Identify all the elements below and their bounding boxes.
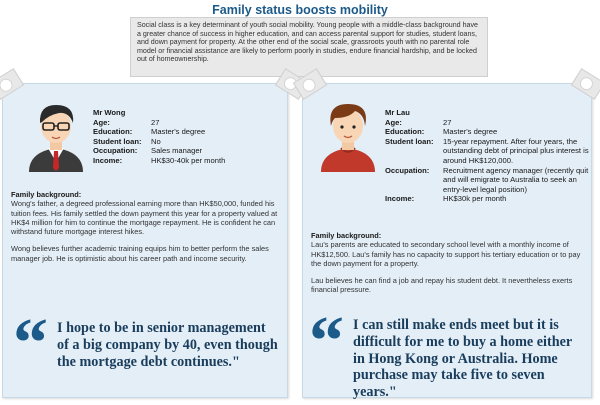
profile-card-lau	[302, 83, 592, 401]
intro-box: Social class is a key determinant of youth social mobility. Young people with a middle-class background have a greater chance of success in higher education, and can access parental support for studies, student loans, and down payment for property. At the other end of the social scale, grassroots youth with no parental role model or financial assistance are likely to perform poorly in studies, endure financial hardship, and be locked out of homeownership.	[130, 17, 488, 77]
bg-paragraph: Wong believes further academic training equips him to better perform the sales manager job. He is optimistic about his career path and income security.	[11, 244, 269, 263]
name-wong: Mr Wong	[93, 108, 126, 117]
profile-card-wong	[2, 83, 288, 398]
bg-paragraph: Wong's father, a degreed professional earning more than HK$50,000, funded his tuition fees. His family settled the down payment this year for a property valued at HK$4 million for him to continue the mortgage repayment. He is confident he can withstand future mortgage interest hikes.	[11, 199, 278, 237]
bg-heading: Family background:	[11, 190, 82, 199]
field-row: Student loan: No	[93, 136, 161, 146]
background-lau	[311, 231, 581, 303]
field-row: Age: 27	[93, 117, 160, 127]
field-row: Income: HK$30k per month	[385, 194, 507, 204]
field-row: Education: Master's degree	[93, 127, 206, 137]
field-row: Education: Master's degree	[385, 127, 498, 137]
quote-mark-icon: “	[309, 303, 344, 380]
info-lau	[385, 108, 589, 204]
field-row: Income: HK$30-40k per month	[93, 155, 226, 165]
avatar-wong-icon	[23, 96, 89, 172]
bg-paragraph: Lau believes he can find a job and repay his student debt. It nevertheless exerts financial pressure.	[311, 276, 573, 295]
field-row: Occupation: Sales manager	[93, 146, 203, 156]
quote-lau: I can still make ends meet but it is difficult for me to buy a home either in Hong Kong or Australia. Home purchase may take five to seven years."	[353, 317, 572, 401]
field-row: Student loan: 15-year repayment. After four years, the outstanding debt of principal plus interest is around HK$120,000.	[385, 136, 589, 165]
name-lau: Mr Lau	[385, 108, 410, 117]
field-row: Age: 27	[385, 117, 452, 127]
info-wong	[93, 108, 283, 166]
background-wong	[11, 190, 281, 271]
page-title: Family status boosts mobility	[212, 3, 388, 17]
avatar-lau-icon	[315, 96, 381, 172]
field-row: Occupation: Recruitment agency manager (recently quit and will emigrate to Australia to seek an entry-level legal position)	[385, 165, 589, 194]
quote-mark-icon: “	[13, 305, 48, 382]
quote-wong: I hope to be in senior management of a big company by 40, even though the mortgage debt continues."	[57, 320, 278, 370]
bg-paragraph: Lau's parents are educated to secondary school level with a monthly income of HK$12,500. Lau's family has no capacity to support his tertiary education or to pay the down payment for a property.	[311, 240, 581, 268]
bg-heading: Family background:	[311, 231, 382, 240]
